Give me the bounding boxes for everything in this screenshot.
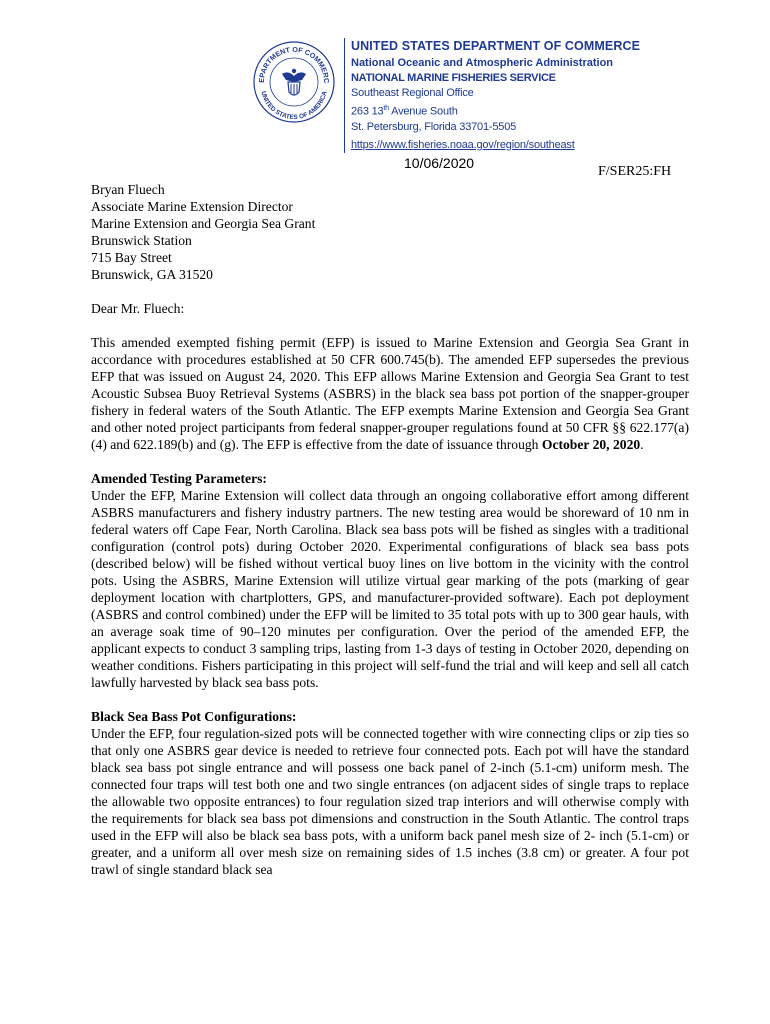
region-website-link[interactable]: https://www.fisheries.noaa.gov/region/southeast [351, 138, 575, 151]
commerce-seal [252, 40, 336, 124]
recipient-street: 715 Bay Street [91, 250, 172, 265]
office-street [351, 101, 691, 120]
street-rest: Avenue South [388, 105, 458, 118]
recipient-station: Brunswick Station [91, 233, 192, 248]
letterhead [344, 38, 691, 153]
intro-paragraph [91, 334, 689, 453]
intro-end-punct: . [640, 437, 644, 452]
section-body-pot-configurations: Under the EFP, four regulation-sized pots will be connected together with wire connecting clips or zip ties so that only one ASBRS gear device is needed to retrieve four connected pots. Each pot will have the standard black sea bass pot single entrance and will possess one back panel of 2-inch (5.1-cm) uniform mesh. The connected four traps will test both one and two single entrances (on adjacent sides of single traps to replace the allowable two opposite entrances) to four regulation sized trap interiors and will otherwise comply with the requirements for black sea bass pot dimensions and construction in the South Atlantic. The control traps used in the EFP will also be black sea bass pots, with a uniform back panel mesh size of 2- inch (5.1-cm) or greater, and a uniform all over mesh size on remaining sides of 1.5 inches (3.8 cm) or greater. A four pot trawl of single standard black sea [91, 726, 689, 877]
recipient-organization: Marine Extension and Georgia Sea Grant [91, 216, 316, 231]
eagle-seal-icon [252, 40, 336, 124]
section-title-testing-parameters: Amended Testing Parameters: [91, 471, 267, 486]
street-suffix: th [383, 105, 389, 112]
office-city: St. Petersburg, Florida 33701-5505 [351, 120, 517, 133]
salutation: Dear Mr. Fluech: [91, 301, 185, 316]
intro-text: This amended exempted fishing permit (EFP) is issued to Marine Extension and Georgia Sea Grant in accordance with procedures established at 50 CFR 600.745(b). The amended EFP supersedes the previous EFP that was issued on August 24, 2020. This EFP allows Marine Extension and Georgia Sea Grant to test Acoustic Subsea Buoy Retrieval Systems (ASBRS) in the black sea bass pot portion of the snapper-grouper fishery in federal waters of the South Atlantic. The EFP exempts Marine Extension and Georgia Sea Grant and other noted project participants from federal snapper-grouper regulations found at 50 CFR §§ 622.177(a)(4) and 622.189(b) and (g). The EFP is effective from the date of issuance through [91, 335, 689, 452]
letter-date: 10/06/2020 [404, 155, 475, 171]
section-title-pot-configurations: Black Sea Bass Pot Configurations: [91, 709, 297, 724]
intro-end-date: October 20, 2020 [541, 437, 641, 452]
reference-code: F/SER25:FH [598, 164, 672, 179]
recipient-city: Brunswick, GA 31520 [91, 267, 213, 282]
seal-ring-bottom-text: UNITED STATES OF AMERICA [259, 90, 329, 122]
seal-ring-top-text: EPARTMENT OF COMMERC [256, 44, 332, 84]
office-name: Southeast Regional Office [351, 87, 474, 99]
recipient-title: Associate Marine Extension Director [91, 199, 293, 214]
service-name: NATIONAL MARINE FISHERIES SERVICE [351, 72, 556, 84]
section-body-testing-parameters: Under the EFP, Marine Extension will collect data through an ongoing collaborative effort among different ASBRS manufacturers and fishery industry partners. The new testing area would be shoreward of 10 nm in federal waters off Cape Fear, North Carolina. Black sea bass pots will be fished as singles with a traditional configuration (control pots) during October 2020. Experimental configurations of black sea bass pots (described below) will be fished without vertical buoy lines on live bottom in the vicinity with the control pots. Using the ASBRS, Marine Extension will utilize virtual gear marking of the pots (marking of gear deployment location with chartplotters, GPS, and manufacturer-provided software). Each pot deployment (ASBRS and control combined) under the EFP will be limited to 35 total pots with up to 300 gear hauls, with an average soak time of 90–120 minutes per configuration. Over the period of the amended EFP, the applicant expects to conduct 3 sampling trips, lasting from 1-3 days of testing in October 2020, depending on weather conditions. Fishers participating in this project will self-fund the trial and will keep and sell all catch lawfully harvested by black sea bass pots. [91, 488, 689, 690]
letter-body [91, 181, 689, 878]
recipient-name: Bryan Fluech [91, 182, 165, 197]
agency-name: National Oceanic and Atmospheric Administration [351, 57, 614, 69]
street-number: 263 13 [351, 105, 384, 118]
recipient-address [91, 181, 689, 283]
department-name: UNITED STATES DEPARTMENT OF COMMERCE [351, 39, 641, 53]
